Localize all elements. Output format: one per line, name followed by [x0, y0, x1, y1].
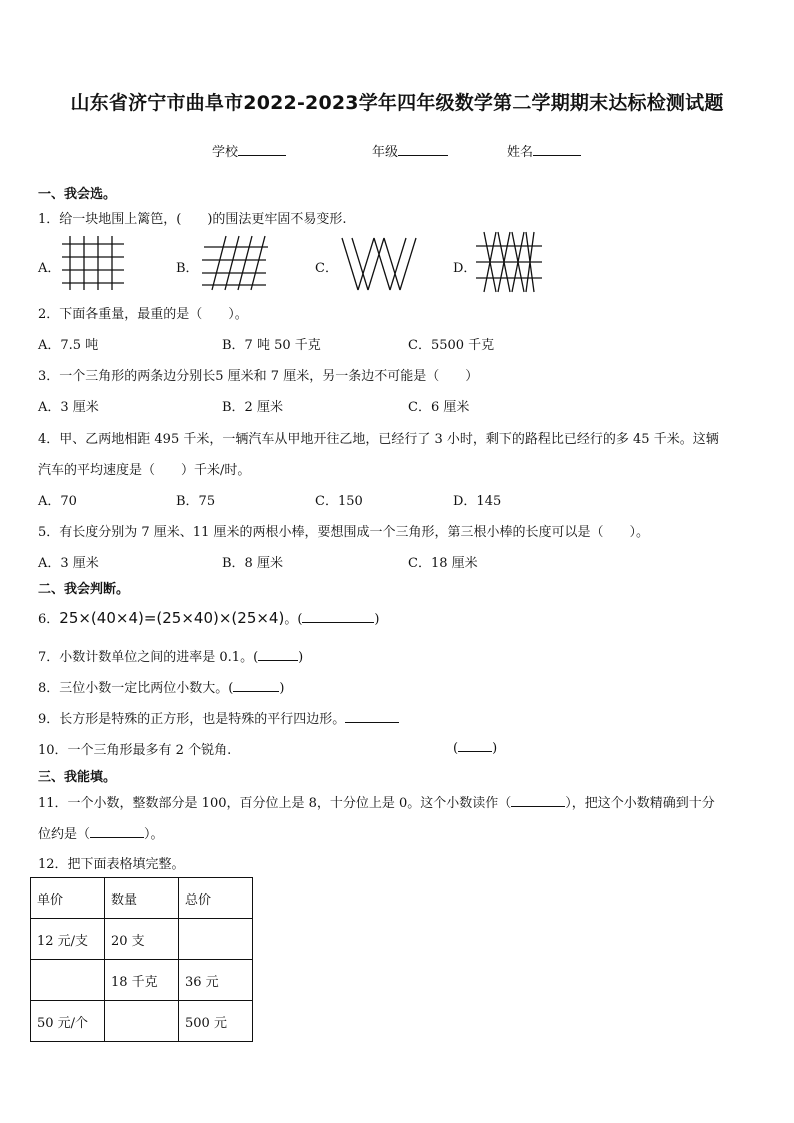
- section-judge: 二、我会判断。: [38, 582, 130, 597]
- table-cell: 50 元/个: [31, 1001, 105, 1042]
- grade-label: 年级: [372, 145, 399, 160]
- question-6: [38, 608, 379, 627]
- q3-option-c[interactable]: C．6 厘米: [408, 400, 470, 415]
- school-field: [212, 141, 286, 160]
- fence-zigzag-figure: [338, 234, 420, 292]
- q2-option-b[interactable]: B．7 吨 50 千克: [222, 338, 321, 353]
- q5-option-a[interactable]: A．3 厘米: [38, 556, 99, 571]
- grade-blank[interactable]: [398, 143, 448, 156]
- name-label: 姓名: [507, 145, 534, 160]
- table-cell: 18 千克: [105, 960, 179, 1001]
- table-header-cell: 总价: [179, 878, 253, 919]
- q7-text: 7．小数计数单位之间的进率是 0.1。(: [38, 650, 259, 665]
- fence-parallelogram-grid-figure: [200, 234, 270, 292]
- q1-option-d-label[interactable]: D．: [453, 261, 477, 276]
- table-blank-cell[interactable]: [31, 960, 105, 1001]
- table-header-cell: 单价: [31, 878, 105, 919]
- q5-option-c[interactable]: C．18 厘米: [408, 556, 478, 571]
- school-blank[interactable]: [238, 143, 286, 156]
- q2-option-c[interactable]: C．5500 千克: [408, 338, 495, 353]
- section-choose: 一、我会选。: [38, 187, 117, 202]
- q11-line1-b: ），把这个小数精确到十分: [565, 796, 715, 811]
- q6-number: 6．: [38, 612, 60, 627]
- q8-close: ): [279, 681, 285, 696]
- question-8: [38, 677, 284, 696]
- table-cell: 12 元/支: [31, 919, 105, 960]
- fence-crossed-lattice-figure: [474, 230, 544, 294]
- question-7: [38, 646, 303, 665]
- q11-line2-b: ）。: [144, 827, 164, 842]
- q4-option-c[interactable]: C．150: [315, 494, 363, 509]
- q10-open: (: [453, 741, 459, 756]
- name-field: [507, 141, 581, 160]
- question-4-stem-line1: 4．甲、乙两地相距 495 千米，一辆汽车从甲地开往乙地，已经行了 3 小时，剩下的路程比已经行的多 45 千米。这辆: [38, 432, 719, 447]
- question-10-answer: [453, 739, 497, 756]
- question-11-line2: [38, 823, 164, 842]
- fence-square-grid-figure: [60, 234, 126, 292]
- question-5-stem: 5．有长度分别为 7 厘米、11 厘米的两根小棒，要想围成一个三角形，第三根小棒的长度可以是（ ）。: [38, 525, 649, 540]
- q2-option-a[interactable]: A．7.5 吨: [38, 338, 99, 353]
- school-label: 学校: [212, 145, 239, 160]
- table-header-cell: 数量: [105, 878, 179, 919]
- q6-formula: 25×(40×4)=(25×40)×(25×4): [59, 609, 285, 627]
- price-table: [30, 877, 253, 1042]
- question-4-stem-line2: 汽车的平均速度是（ ）千米/时。: [38, 463, 251, 478]
- question-9: [38, 708, 399, 727]
- q8-text: 8．三位小数一定比两位小数大。(: [38, 681, 234, 696]
- q3-option-a[interactable]: A．3 厘米: [38, 400, 99, 415]
- table-row: [31, 960, 253, 1001]
- q6-tail-close: ): [374, 612, 380, 627]
- table-cell: 36 元: [179, 960, 253, 1001]
- question-12-stem: 12．把下面表格填完整。: [38, 857, 185, 872]
- q10-answer-blank[interactable]: [458, 739, 492, 752]
- q11-line2-a: 位约是（: [38, 827, 91, 842]
- table-cell: 500 元: [179, 1001, 253, 1042]
- page-title: 山东省济宁市曲阜市2022-2023学年四年级数学第二学期期末达标检测试题: [70, 92, 724, 114]
- q7-answer-blank[interactable]: [258, 648, 298, 661]
- q1-option-b-label[interactable]: B．: [176, 261, 199, 276]
- q4-option-a[interactable]: A．70: [38, 494, 77, 509]
- question-3-stem: 3．一个三角形的两条边分别长5 厘米和 7 厘米，另一条边不可能是（ ）: [38, 369, 479, 384]
- q11-rounding-blank[interactable]: [90, 825, 144, 838]
- table-row: [31, 919, 253, 960]
- q6-answer-blank[interactable]: [302, 610, 374, 623]
- q6-tail-open: 。(: [284, 612, 303, 627]
- name-blank[interactable]: [533, 143, 581, 156]
- question-10-text: 10．一个三角形最多有 2 个锐角.: [38, 743, 232, 758]
- table-cell: 20 支: [105, 919, 179, 960]
- q9-text: 9．长方形是特殊的正方形，也是特殊的平行四边形。: [38, 712, 346, 727]
- table-blank-cell[interactable]: [105, 1001, 179, 1042]
- table-header-row: [31, 878, 253, 919]
- q7-close: ): [298, 650, 304, 665]
- question-11-line1: [38, 792, 715, 811]
- q9-answer-blank[interactable]: [345, 710, 399, 723]
- table-row: [31, 1001, 253, 1042]
- grade-field: [372, 141, 448, 160]
- q4-option-d[interactable]: D．145: [453, 494, 502, 509]
- q4-option-b[interactable]: B．75: [176, 494, 216, 509]
- question-2-stem: 2．下面各重量，最重的是（ ）。: [38, 307, 248, 322]
- q1-option-a-label[interactable]: A．: [38, 261, 61, 276]
- q11-line1-a: 11．一个小数，整数部分是 100，百分位上是 8，十分位上是 0。这个小数读作（: [38, 796, 512, 811]
- q8-answer-blank[interactable]: [233, 679, 279, 692]
- q11-reading-blank[interactable]: [511, 794, 565, 807]
- q10-close: ): [492, 741, 498, 756]
- question-1-stem: 1．给一块地围上篱笆，( )的围法更牢固不易变形.: [38, 212, 347, 227]
- q3-option-b[interactable]: B．2 厘米: [222, 400, 283, 415]
- q1-option-c-label[interactable]: C．: [315, 261, 338, 276]
- section-fill: 三、我能填。: [38, 770, 117, 785]
- table-blank-cell[interactable]: [179, 919, 253, 960]
- q5-option-b[interactable]: B．8 厘米: [222, 556, 283, 571]
